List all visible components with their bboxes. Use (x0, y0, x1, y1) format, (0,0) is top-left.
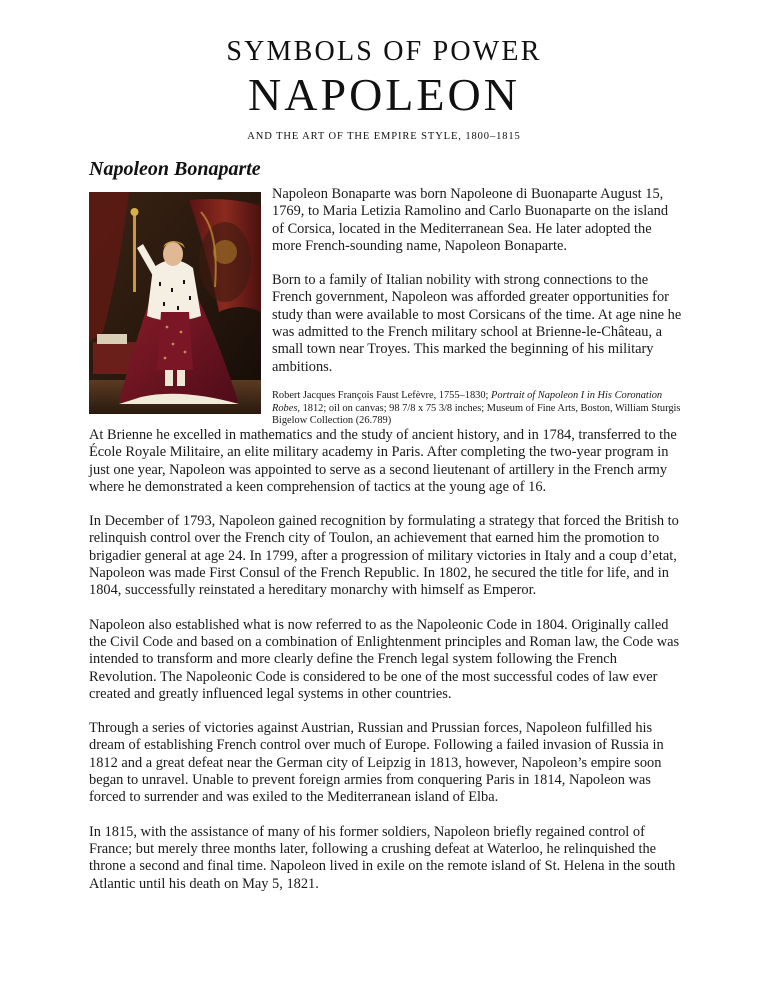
body-paragraph-3: Napoleon also established what is now referred to as the Napoleonic Code in 1804. Originally called the Civil Code and based on a combination of Enlightenment principles and Roman law, the Code was intended to transform and more clearly define the French legal system following the French Revolution. The Napoleonic Code is considered to be one of the most successful codes of law ever created and greatly influenced legal systems in other countries. (89, 616, 680, 702)
caption-artist: Robert Jacques François Faust Lefèvre, 1755–1830; (272, 389, 492, 401)
body-paragraph-2: In December of 1793, Napoleon gained recognition by formulating a strategy that forced the British to relinquish control over the French city of Toulon, an achievement that earned him the promotion to brigadier general at age 24. In 1799, after a progression of military victories in Italy and a coup d’etat, Napoleon was made First Consul of the French Republic. In 1802, he secured the title for life, and in 1804, successfully reinstated a hereditary monarchy with himself as Emperor. (89, 513, 679, 599)
masthead (0, 36, 768, 144)
intro-text (272, 186, 682, 428)
section-title: Napoleon Bonaparte (89, 158, 261, 180)
intro-paragraph-2: Born to a family of Italian nobility with strong connections to the French government, Napoleon was afforded greater opportunities for study than were available to most Corsicans of the time. At age nine he was admitted to the French military school at Brienne-le-Château, a small town near Troyes. This marked the beginning of his military ambitions. (272, 272, 682, 375)
masthead-title: NAPOLEON (248, 69, 520, 120)
body-paragraph-1: At Brienne he excelled in mathematics and the study of ancient history, and in 1784, transferred to the École Royale Militaire, an elite military academy in Paris. After completing the two-year program in just one year, Napoleon was appointed to serve as a second lieutenant of artillery in the French army where he demonstrated a keen comprehension of tactics at the young age of 16. (89, 427, 677, 495)
caption-details: 1812; oil on canvas; 98 7/8 x 75 3/8 inches; Museum of Fine Arts, Boston, William Sturgis Bigelow Collection (26.789) (272, 402, 681, 427)
portrait-caption (272, 390, 682, 428)
intro-paragraph-1: Napoleon Bonaparte was born Napoleone di Buonaparte August 15, 1769, to Maria Letizia Ramolino and Carlo Buonaparte on the island of Corsica, located in the Mediterranean Sea. He later adopted the more French-sounding name, Napoleon Bonaparte. (272, 186, 669, 254)
masthead-line-1: SYMBOLS OF POWER (226, 36, 542, 67)
masthead-subtitle: AND THE ART OF THE EMPIRE STYLE, 1800–1815 (247, 131, 521, 142)
caption-title: Portrait of Napoleon I in His Coronation Robes, (272, 389, 663, 414)
body-text (89, 427, 685, 893)
portrait-painting (89, 192, 261, 414)
body-paragraph-5: In 1815, with the assistance of many of his former soldiers, Napoleon briefly regained control of France; but merely three months later, following a crushing defeat at Waterloo, he relinquished the throne a second and final time. Napoleon lived in exile on the remote island of St. Helena in the south Atlantic until his death on May 5, 1821. (89, 823, 676, 892)
body-paragraph-4: Through a series of victories against Austrian, Russian and Prussian forces, Napoleon fulfilled his dream of establishing French control over much of Europe. Following a failed invasion of Russia in 1812 and a great defeat near the German city of Leipzig in 1813, however, Napoleon’s empire soon began to unravel. Unable to prevent foreign armies from conquering Paris in 1814, Napoleon was forced to surrender and was exiled to the Mediterranean island of Elba. (89, 720, 664, 806)
